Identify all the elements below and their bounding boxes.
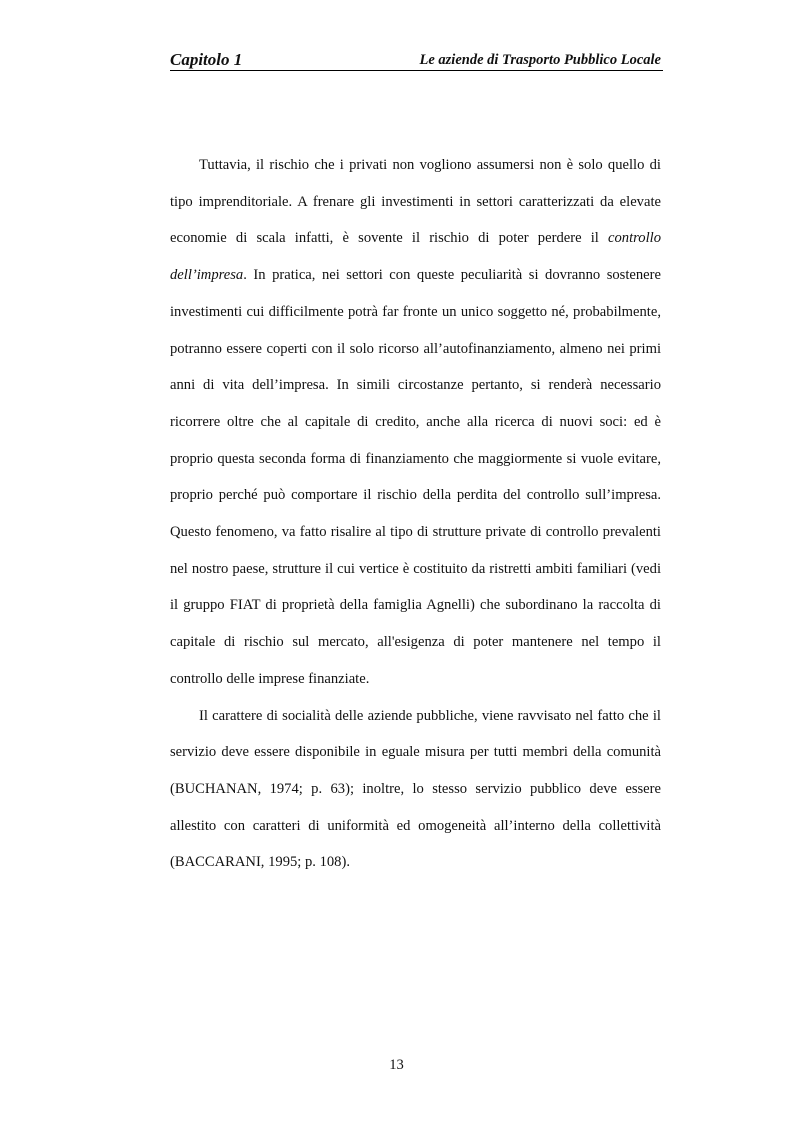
paragraph-1 [170,147,661,698]
paragraph-1-part-2: . In pratica, nei settori con queste peculiarità si dovranno sostenere investimenti cui difficilmente potrà far fronte un unico soggetto né, probabilmente, potranno essere coperti con il solo ricorso all’autofinanziamento, almeno nei primi anni di vita dell’impresa. In simili circostanze pertanto, si renderà necessario ricorrere oltre che al capitale di credito, anche alla ricerca di nuovi soci: ed è proprio questa seconda forma di finanziamento che maggiormente si vuole evitare, proprio perché può comportare il rischio della perdita del controllo sull’impresa. Questo fenomeno, va fatto risalire al tipo di strutture private di controllo prevalenti nel nostro paese, strutture il cui vertice è costituito da ristretti ambiti familiari (vedi il gruppo FIAT di proprietà della famiglia Agnelli) che subordinano la raccolta di capitale di rischio sul mercato, all'esigenza di poter mantenere nel tempo il controllo delle imprese finanziate. [170,267,661,687]
chapter-title: Le aziende di Trasporto Pubblico Locale [419,52,661,68]
chapter-label: Capitolo 1 [170,50,243,69]
paragraph-1-part-1: Tuttavia, il rischio che i privati non vogliono assumersi non è solo quello di tipo imprenditoriale. A frenare gli investimenti in settori caratterizzati da elevate economie di scala infatti, è sovente il rischio di poter perdere il [170,157,661,247]
body-text [170,147,661,881]
paragraph-2: Il carattere di socialità delle aziende pubbliche, viene ravvisato nel fatto che il servizio deve essere disponibile in eguale misura per tutti membri della comunità (BUCHANAN, 1974; p. 63); inoltre, lo stesso servizio pubblico deve essere allestito con caratteri di uniformità ed omogeneità all’interno della collettività (BACCARANI, 1995; p. 108). [170,707,661,871]
running-header [170,48,663,71]
paragraph-1-emphasis: controllo dell’impresa [170,230,661,284]
page-number: 13 [389,1057,404,1073]
